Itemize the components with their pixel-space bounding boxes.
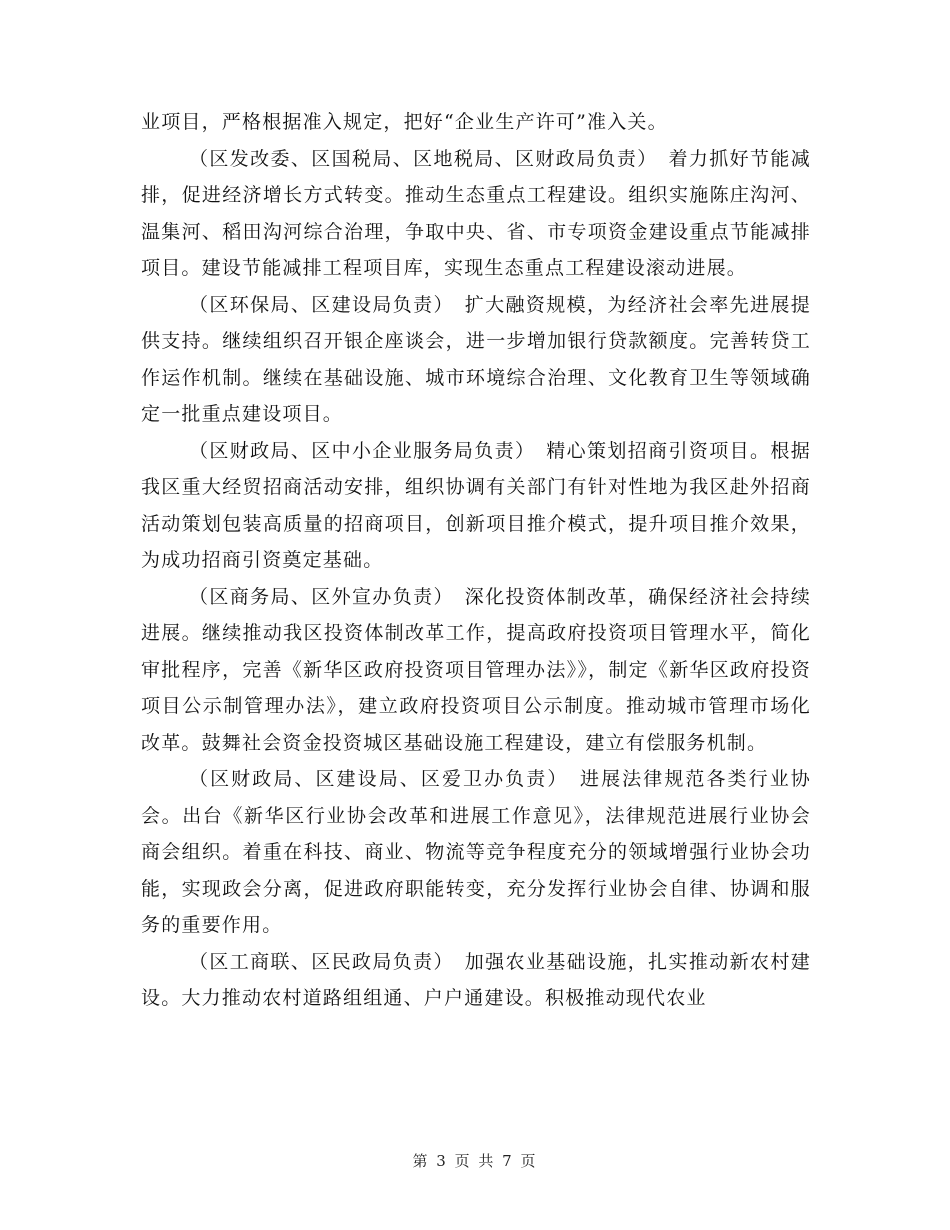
paragraph-5: （区商务局、区外宣办负责） 深化投资体制改革，确保经济社会持续进展。继续推动我区投资体制改革工作，提高政府投资项目管理水平，简化审批程序，完善《新华区政府投资项目管理办法》》，制定《新华区政府投资项目公示制管理办法》，建立政府投资项目公示制度。推动城市管理市场化改革。鼓舞社会资金投资城区基础设施工程建设，建立有偿服务机制。 [141,585,811,754]
paragraph-7: （区工商联、区民政局负责） 加强农业基础设施，扎实推动新农村建设。大力推动农村道路组组通、户户通建设。积极推动现代农业 [141,950,811,1009]
page-number-footer: 第 3 页 共 7 页 [412,1152,538,1170]
paragraph-2: （区发改委、区国税局、区地税局、区财政局负责） 着力抓好节能减排，促进经济增长方式转变。推动生态重点工程建设。组织实施陈庄沟河、温集河、稻田沟河综合治理，争取中央、省、市专项资金建设重点节能减排项目。建设节能减排工程项目库，实现生态重点工程建设滚动进展。 [141,147,811,279]
paragraph-3: （区环保局、区建设局负责） 扩大融资规模，为经济社会率先进展提供支持。继续组织召开银企座谈会，进一步增加银行贷款额度。完善转贷工作运作机制。继续在基础设施、城市环境综合治理、文化教育卫生等领域确定一批重点建设项目。 [141,293,811,425]
document-body [141,104,811,1017]
paragraph-6: （区财政局、区建设局、区爱卫办负责） 进展法律规范各类行业协会。出台《新华区行业协会改革和进展工作意见》，法律规范进展行业协会商会组织。着重在科技、商业、物流等竞争程度充分的领域增强行业协会功能，实现政会分离，促进政府职能转变，充分发挥行业协会自律、协调和服务的重要作用。 [141,768,811,936]
paragraph-4: （区财政局、区中小企业服务局负责） 精心策划招商引资项目。根据我区重大经贸招商活动安排，组织协调有关部门有针对性地为我区赴外招商活动策划包装高质量的招商项目，创新项目推介模式，提升项目推介效果，为成功招商引资奠定基础。 [141,439,811,571]
paragraph-1: 业项目，严格根据准入规定，把好“企业生产许可”准入关。 [141,111,668,133]
